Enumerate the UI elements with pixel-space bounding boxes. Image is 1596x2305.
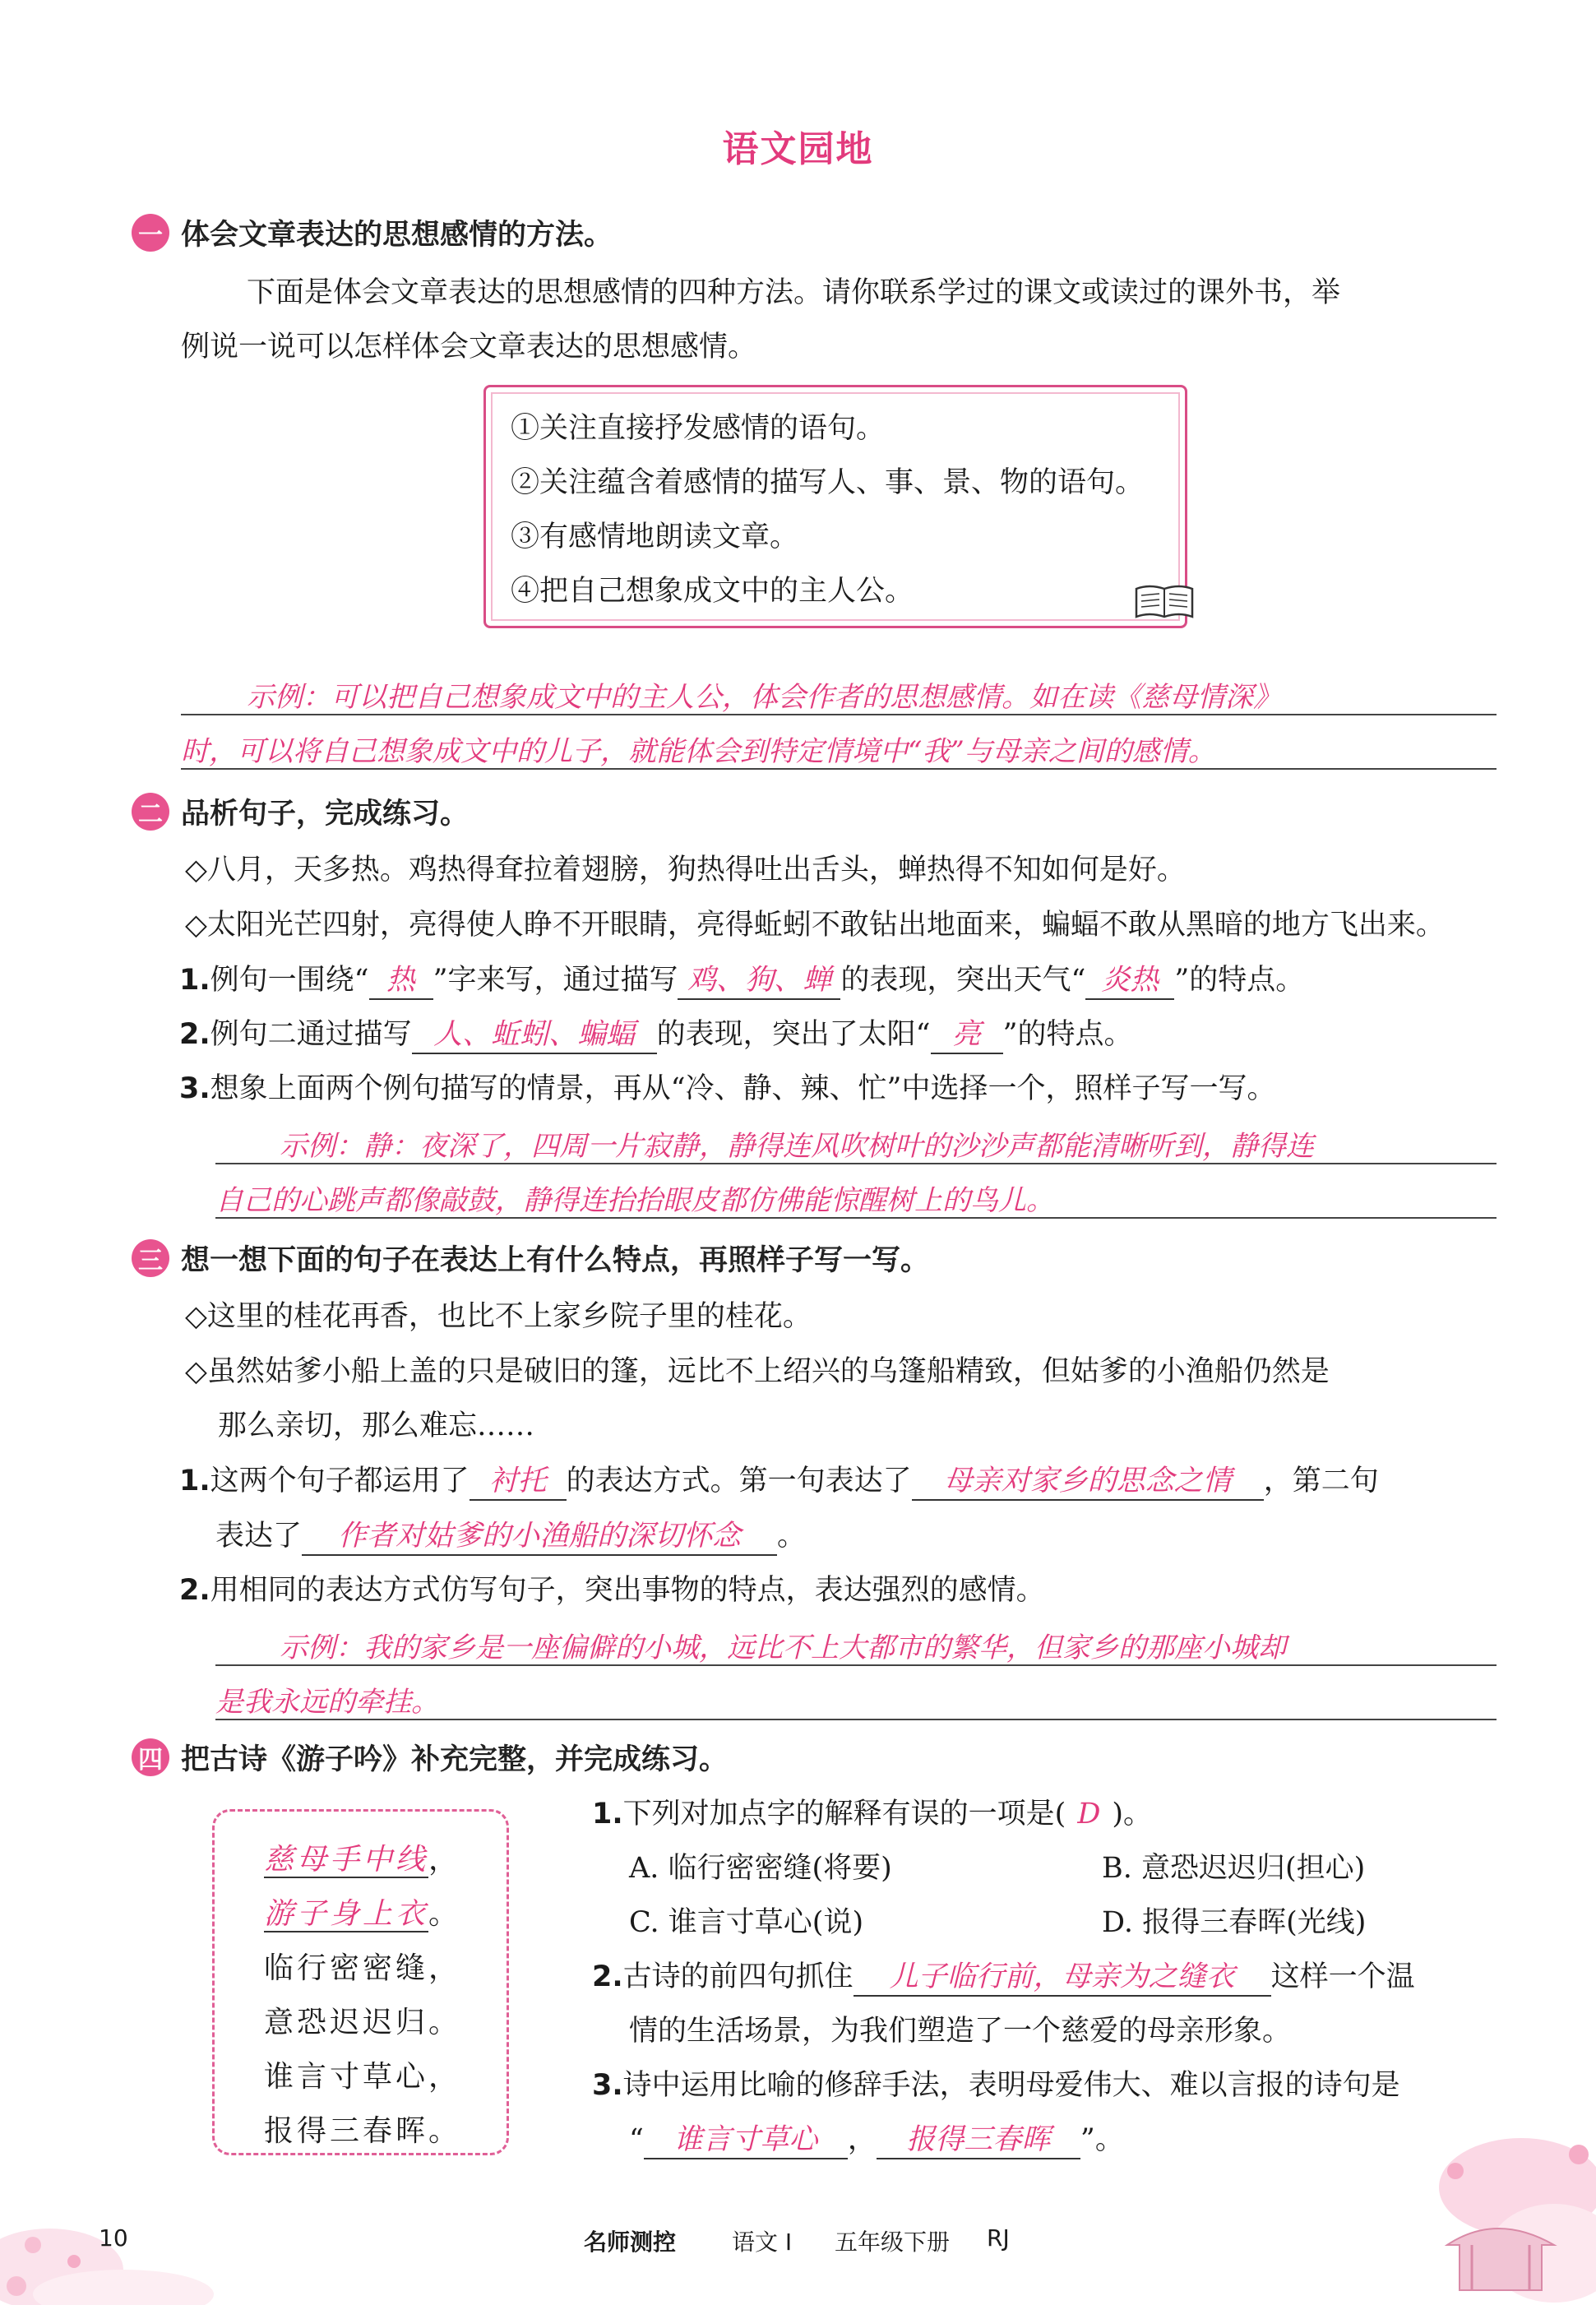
section-1-title: 体会文章表达的思想感情的方法。 [181, 219, 613, 252]
option-a: A. 临行密密缝(将要) [629, 1852, 892, 1885]
section-3-answer-2: 是我永远的牵挂。 [215, 1686, 439, 1719]
section-4-badge: 四 [132, 1738, 169, 1776]
page-title: 语文园地 [722, 128, 874, 170]
answer-line [181, 768, 1497, 770]
question-3-1: 1.这两个句子都运用了 衬托 的表达方式。第一句表达了 母亲对家乡的思念之情 ，第二句 [179, 1458, 1379, 1501]
poem-line-1: 慈母手中线， [264, 1843, 462, 1877]
section-1-badge: 一 [132, 214, 169, 252]
section-2-header [132, 791, 469, 832]
section-3-answer-1: 示例：我的家乡是一座偏僻的小城，远比不上大都市的繁华，但家乡的那座小城却 [280, 1632, 1286, 1664]
poem-line-3: 临行密密缝， [264, 1951, 462, 1985]
section-3-header [132, 1238, 929, 1279]
answer-blank[interactable]: 报得三春晖 [877, 2117, 1080, 2159]
section-1-answer-1: 示例：可以把自己想象成文中的主人公，体会作者的思想感情。如在读《慈母情深》 [247, 681, 1281, 714]
answer-choice[interactable]: D [1077, 1798, 1101, 1831]
footer-grade: 五年级下册 [835, 2229, 951, 2256]
answer-line [215, 1217, 1497, 1219]
question-4-3-cont: “ 谁言寸草心 ， 报得三春晖 ”。 [629, 2117, 1124, 2159]
section-4-title: 把古诗《游子吟》补充完整，并完成练习。 [181, 1743, 729, 1776]
section-1-answer-2: 时，可以将自己想象成文中的儿子，就能体会到特定情境中“我”与母亲之间的感情。 [181, 735, 1216, 768]
answer-blank[interactable]: 炎热 [1085, 957, 1174, 1000]
answer-line [215, 1664, 1497, 1666]
open-book-icon [1133, 582, 1196, 622]
poem-line-6: 报得三春晖。 [264, 2114, 462, 2148]
question-4-2-cont: 情的生活场景，为我们塑造了一个慈爱的母亲形象。 [629, 2015, 1292, 2048]
answer-blank[interactable]: 亮 [931, 1011, 1003, 1054]
page-number: 10 [99, 2224, 128, 2252]
poem-box [212, 1809, 509, 2155]
poem-blank[interactable]: 游子身上衣 [264, 1897, 429, 1931]
answer-line [181, 714, 1497, 715]
section-2-answer-1: 示例：静：夜深了，四周一片寂静，静得连风吹树叶的沙沙声都能清晰听到，静得连 [280, 1130, 1314, 1163]
poem-blank[interactable]: 慈母手中线 [264, 1843, 429, 1877]
method-item: ③有感情地朗读文章。 [511, 521, 799, 553]
answer-blank[interactable]: 谁言寸草心 [644, 2117, 848, 2159]
question-4-3: 3.诗中运用比喻的修辞手法，表明母爱伟大、难以言报的诗句是 [592, 2069, 1400, 2102]
poem-line-5: 谁言寸草心， [264, 2060, 462, 2094]
answer-blank[interactable]: 儿子临行前，母亲为之缝衣 [854, 1954, 1271, 1997]
poem-line-2: 游子身上衣。 [264, 1897, 462, 1931]
example-sentence-1: ◇这里的桂花再香，也比不上家乡院子里的桂花。 [185, 1300, 812, 1333]
footer-brand: 名师测控 [584, 2229, 677, 2256]
poem-line-4: 意恐迟迟归。 [264, 2006, 462, 2039]
answer-line [215, 1163, 1497, 1164]
answer-blank[interactable]: 母亲对家乡的思念之情 [912, 1458, 1264, 1501]
question-2-3: 3.想象上面两个例句描写的情景，再从“冷、静、辣、忙”中选择一个，照样子写一写。 [179, 1072, 1276, 1105]
example-sentence-2: ◇虽然姑爹小船上盖的只是破旧的篷，远比不上绍兴的乌篷船精致，但姑爹的小渔船仍然是 [185, 1355, 1330, 1388]
example-sentence-2-cont: 那么亲切，那么难忘…… [218, 1409, 535, 1442]
method-item: ①关注直接抒发感情的语句。 [511, 412, 886, 445]
question-2-2: 2.例句二通过描写 人、蚯蚓、蝙蝠 的表现，突出了太阳“ 亮 ”的特点。 [179, 1011, 1132, 1054]
footer-edition: RJ [987, 2224, 1010, 2252]
answer-blank[interactable]: 衬托 [470, 1458, 567, 1501]
footer-subject: 语文 I [732, 2229, 793, 2256]
method-item: ②关注蕴含着感情的描写人、事、景、物的语句。 [511, 466, 1145, 499]
question-4-1: 1.下列对加点字的解释有误的一项是( D )。 [592, 1798, 1153, 1831]
section-3-badge: 三 [132, 1239, 169, 1277]
answer-blank[interactable]: 人、蚯蚓、蝙蝠 [412, 1011, 657, 1054]
section-1-header [132, 212, 613, 253]
section-2-badge: 二 [132, 793, 169, 831]
section-1-intro-2: 例说一说可以怎样体会文章表达的思想感情。 [181, 331, 757, 363]
section-3-title: 想一想下面的句子在表达上有什么特点，再照样子写一写。 [181, 1244, 930, 1277]
question-4-2: 2.古诗的前四句抓住 儿子临行前，母亲为之缝衣 这样一个温 [592, 1954, 1415, 1997]
option-d: D. 报得三春晖(光线) [1102, 1906, 1367, 1939]
question-3-2: 2.用相同的表达方式仿写句子，突出事物的特点，表达强烈的感情。 [179, 1574, 1045, 1607]
answer-blank[interactable]: 鸡、狗、蝉 [678, 957, 840, 1000]
question-2-1: 1.例句一围绕“ 热 ”字来写，通过描写 鸡、狗、蝉 的表现，突出天气“ 炎热 ”的特点。 [179, 957, 1304, 1000]
methods-box [483, 385, 1187, 628]
question-3-1-cont: 表达了 作者对姑爹的小渔船的深切怀念 。 [215, 1513, 806, 1556]
pavilion-decoration [1390, 2122, 1596, 2305]
example-sentence-1: ◇八月，天多热。鸡热得耷拉着翅膀，狗热得吐出舌头，蝉热得不知如何是好。 [185, 854, 1186, 886]
answer-blank[interactable]: 热 [369, 957, 433, 1000]
section-1-intro-1: 下面是体会文章表达的思想感情的四种方法。请你联系学过的课文或读过的课外书，举 [247, 276, 1341, 309]
option-c: C. 谁言寸草心(说) [629, 1906, 864, 1939]
method-item: ④把自己想象成文中的主人公。 [511, 575, 914, 608]
section-2-answer-2: 自己的心跳声都像敲鼓，静得连抬抬眼皮都仿佛能惊醒树上的鸟儿。 [215, 1184, 1054, 1217]
answer-blank[interactable]: 作者对姑爹的小渔船的深切怀念 [302, 1513, 777, 1556]
example-sentence-2: ◇太阳光芒四射，亮得使人睁不开眼睛，亮得蚯蚓不敢钻出地面来，蝙蝠不敢从黑暗的地方飞出来。 [185, 909, 1445, 942]
answer-line [215, 1719, 1497, 1720]
section-2-title: 品析句子，完成练习。 [181, 798, 470, 831]
section-4-header [132, 1737, 728, 1778]
option-b: B. 意恐迟迟归(担心) [1102, 1852, 1366, 1885]
